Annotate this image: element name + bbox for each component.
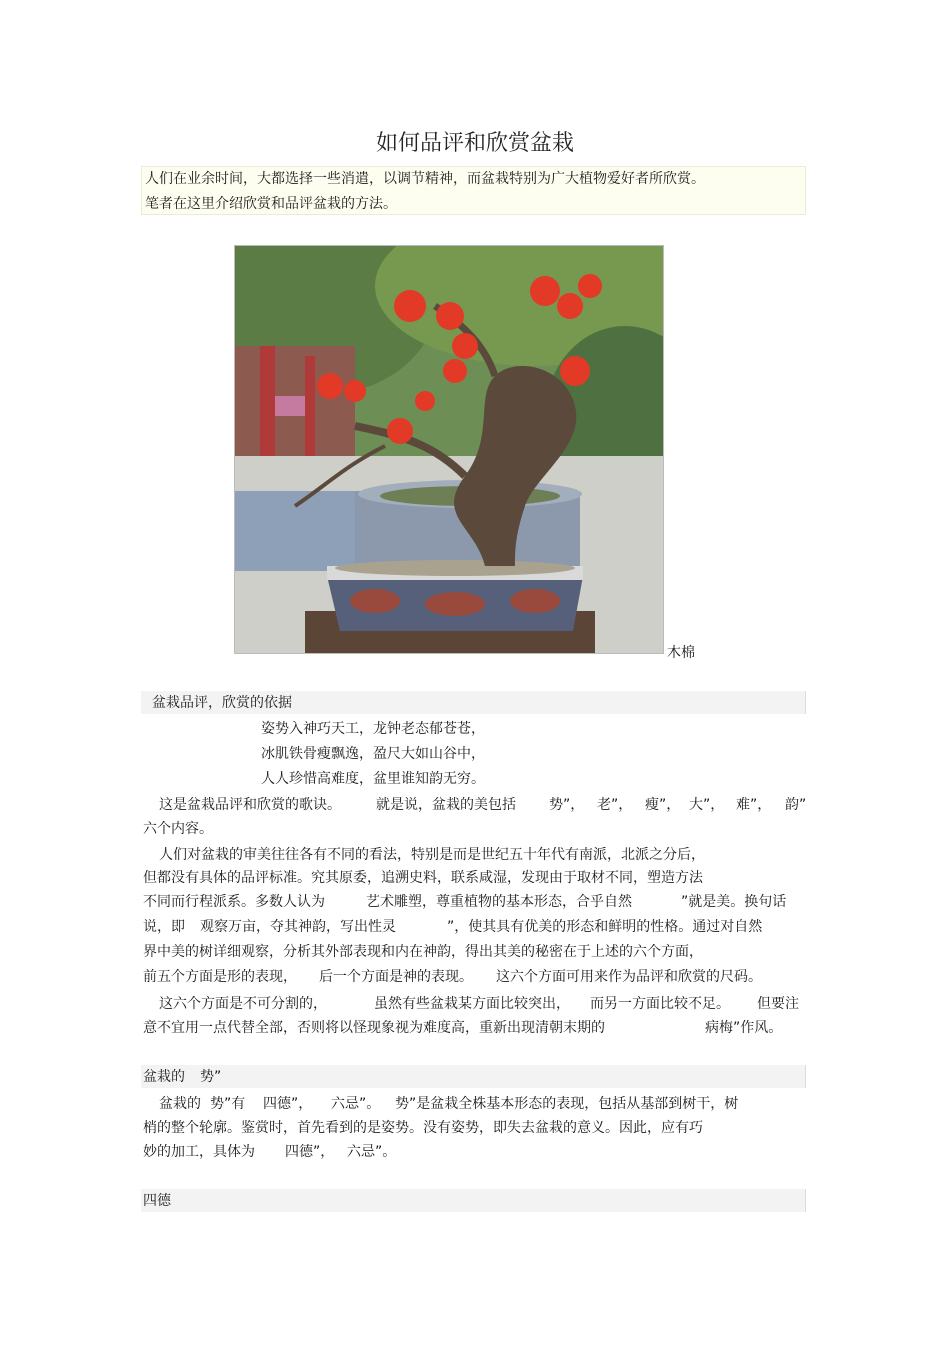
text-fragment: 瘦”， (645, 797, 681, 813)
text-fragment: 大”， (689, 797, 725, 813)
poem-line: 姿势入神巧天工，龙钟老态郁苍苍， (261, 721, 485, 737)
photo-caption: 木棉 (667, 645, 695, 661)
text-fragment: 观察万亩，夺其神韵，写出性灵 (200, 919, 396, 935)
text-fragment: 势”是盆栽全株基本形态的表现，包括从基部到树干，树 (395, 1096, 739, 1112)
text-fragment: 意不宜用一点代替全部，否则将以怪现象视为难度高，重新出现清朝末期的 (143, 1020, 605, 1036)
text-fragment: 前五个方面是形的表现， (143, 969, 297, 985)
text-line: 界中美的树详细观察，分析其外部表现和内在神韵，得出其美的秘密在于上述的六个方面， (143, 944, 703, 960)
section-heading: 盆栽的 (143, 1069, 185, 1085)
text-fragment: 妙的加工，具体为 (143, 1144, 255, 1160)
text-fragment: 六忌”。 (331, 1096, 381, 1112)
poem-line: 人人珍惜高难度，盆里谁知韵无穷。 (261, 771, 485, 787)
text-fragment: 这六个方面是不可分割的， (159, 996, 327, 1012)
text-fragment: 虽然有些盆栽某方面比较突出， (374, 996, 570, 1012)
intro-box (141, 166, 806, 215)
text-fragment: 但要注 (757, 996, 799, 1012)
text-fragment: 势”， (549, 797, 585, 813)
text-fragment: 而另一方面比较不足。 (590, 996, 730, 1012)
text-line: 梢的整个轮廓。鉴赏时，首先看到的是姿势。没有姿势，即失去盆栽的意义。因此，应有巧 (143, 1120, 703, 1136)
poem-line: 冰肌铁骨瘦飘逸，盈尺大如山谷中， (261, 746, 485, 762)
section-heading: 四德 (143, 1193, 171, 1209)
text-fragment: 四德”， (285, 1144, 335, 1160)
section-heading-bar (141, 691, 806, 714)
text-fragment: 这是盆栽品评和欣赏的歌诀。 (159, 797, 341, 813)
section-heading-suffix: 势” (200, 1069, 222, 1085)
text-fragment: ”就是美。换句话 (681, 894, 787, 910)
text-fragment: 艺术雕塑，尊重植物的基本形态，合乎自然 (366, 894, 632, 910)
text-fragment: 老”， (597, 797, 633, 813)
intro-line-1: 人们在业余时间，大都选择一些消遣，以调节精神，而盆栽特别为广大植物爱好者所欣赏。 (145, 171, 705, 187)
text-fragment: 四德”， (263, 1096, 313, 1112)
text-fragment: 六忌”。 (347, 1144, 397, 1160)
text-fragment: 盆栽的 (159, 1096, 201, 1112)
text-fragment: 不同而行程派系。多数人认为 (143, 894, 325, 910)
text-fragment: 势”有 (210, 1096, 246, 1112)
text-fragment: 说，即 (143, 919, 185, 935)
intro-line-2: 笔者在这里介绍欣赏和品评盆栽的方法。 (145, 196, 397, 212)
section-heading-bar (141, 1189, 806, 1212)
text-fragment: 就是说，盆栽的美包括 (376, 797, 516, 813)
text-line: 但都没有具体的品评标准。究其原委，追溯史料，联系咸湿，发现由于取材不同，塑造方法 (143, 870, 703, 886)
text-fragment: 难”， (736, 797, 772, 813)
text-line: 人们对盆栽的审美往往各有不同的看法，特别是而是世纪五十年代有南派，北派之分后， (159, 847, 705, 863)
page-title: 如何品评和欣赏盆栽 (375, 131, 574, 156)
text-fragment: 六个内容。 (143, 821, 213, 837)
text-fragment: 韵” (785, 797, 807, 813)
bonsai-photo (234, 245, 664, 654)
text-fragment: ”，使其具有优美的形态和鲜明的性格。通过对自然 (447, 919, 763, 935)
section-heading: 盆栽品评，欣赏的依据 (152, 695, 292, 711)
text-fragment: 后一个方面是神的表现。 (319, 969, 473, 985)
text-fragment: 这六个方面可用来作为品评和欣赏的尺码。 (496, 969, 762, 985)
section-heading-bar (141, 1065, 806, 1088)
text-fragment: 病梅”作风。 (705, 1020, 783, 1036)
